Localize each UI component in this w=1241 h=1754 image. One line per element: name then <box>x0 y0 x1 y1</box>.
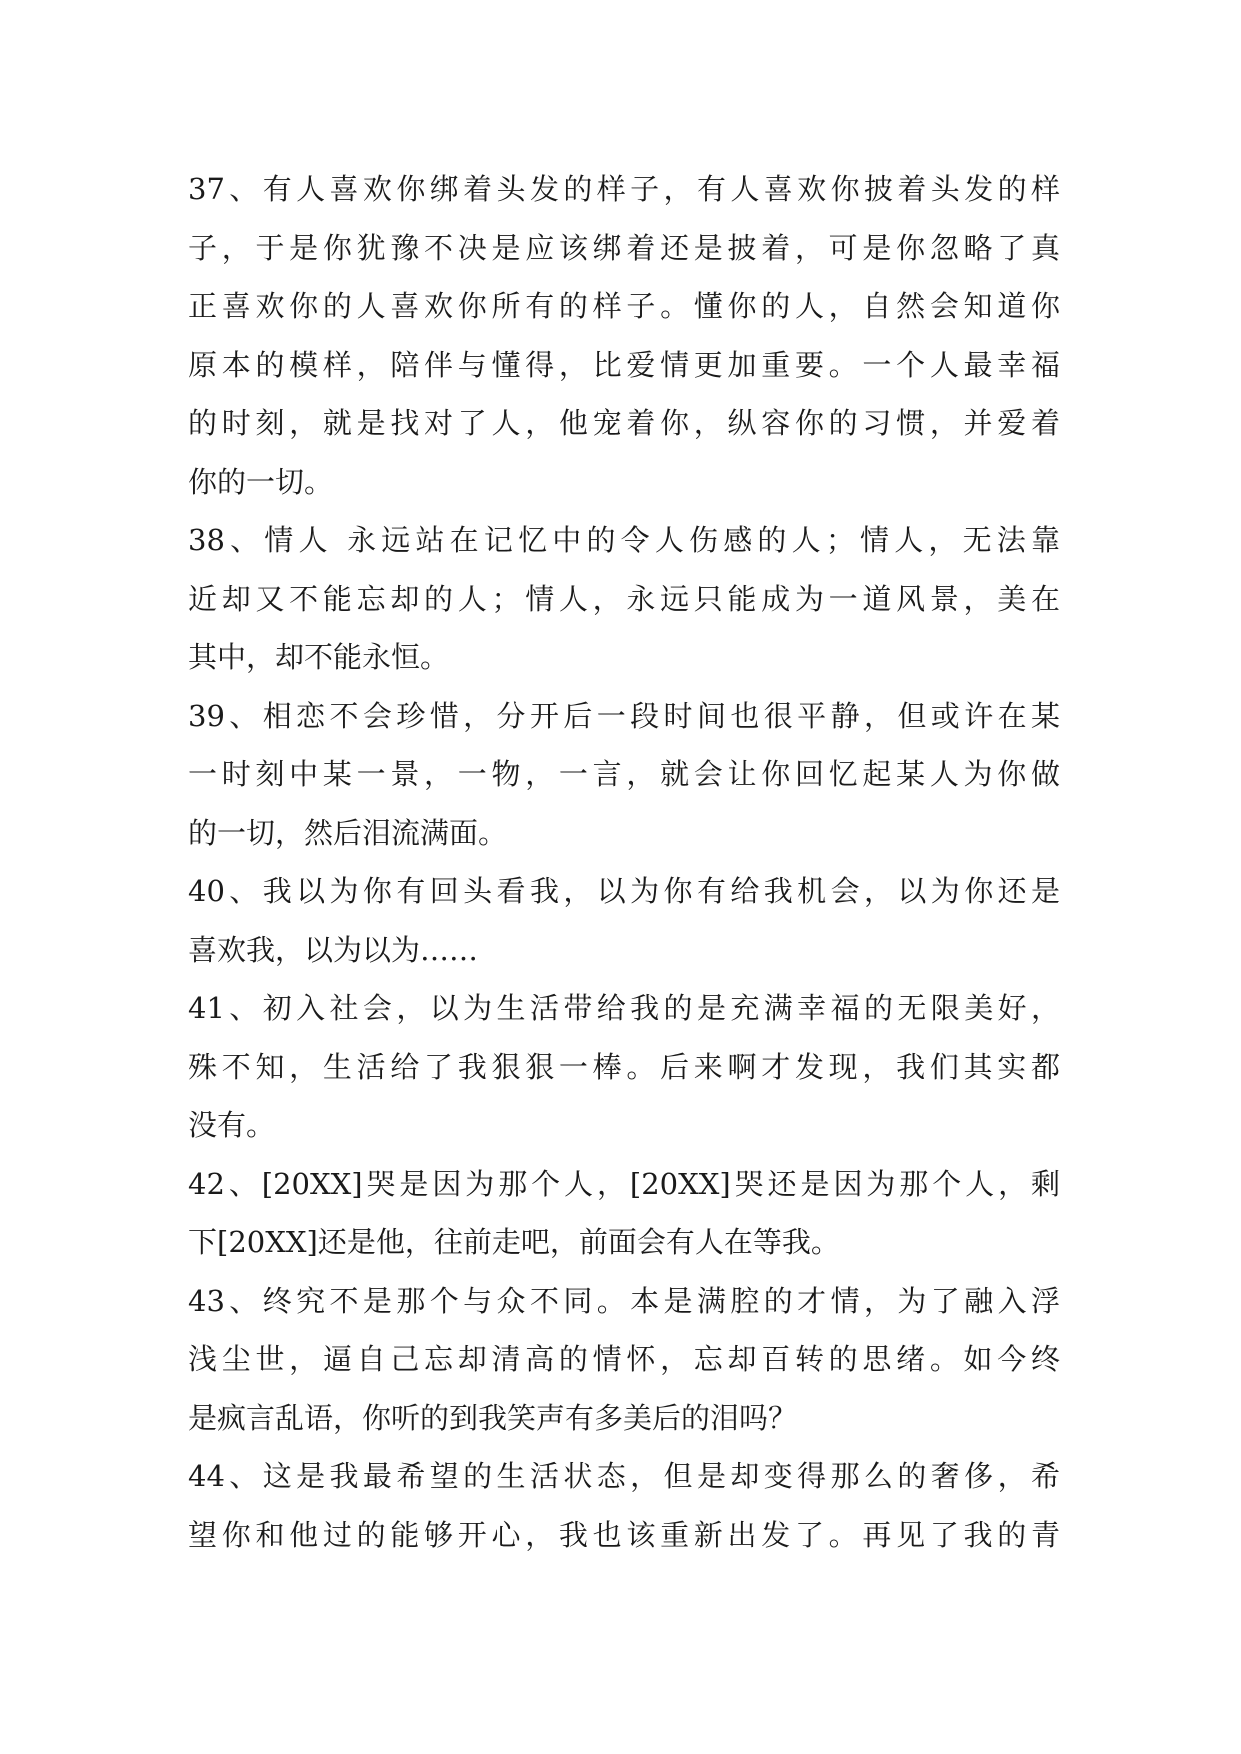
text-line: 的时刻，就是找对了人，他宠着你，纵容你的习惯，并爱着 <box>188 406 1060 440</box>
text-line: 原本的模样，陪伴与懂得，比爱情更加重要。一个人最幸福 <box>188 347 1060 382</box>
text-line: 37、有人喜欢你绑着头发的样子，有人喜欢你披着头发的样 <box>188 172 1060 206</box>
text-line: 的一切，然后泪流满面。 <box>188 815 508 850</box>
text-line: 40、我以为你有回头看我，以为你有给我机会，以为你还是 <box>188 874 1060 908</box>
text-line: 近却又不能忘却的人；情人，永远只能成为一道风景，美在 <box>188 581 1060 616</box>
text-line: 没有。 <box>188 1108 276 1142</box>
text-line: 一时刻中某一景，一物，一言，就会让你回忆起某人为你做 <box>188 757 1060 791</box>
text-line: 望你和他过的能够开心，我也该重新出发了。再见了我的青 <box>188 1517 1060 1552</box>
text-line: 39、相恋不会珍惜，分开后一段时间也很平静，但或许在某 <box>188 698 1060 733</box>
document-body <box>188 160 1060 1564</box>
text-line: 44、这是我最希望的生活状态，但是却变得那么的奢侈，希 <box>188 1459 1060 1493</box>
text-line: 下[20XX]还是他，往前走吧，前面会有人在等我。 <box>188 1225 840 1259</box>
text-line: 38、情人 永远站在记忆中的令人伤感的人；情人，无法靠 <box>188 523 1060 557</box>
text-line: 43、终究不是那个与众不同。本是满腔的才情，为了融入浮 <box>188 1283 1060 1318</box>
text-line: 子，于是你犹豫不决是应该绑着还是披着，可是你忽略了真 <box>188 230 1060 265</box>
text-line: 其中，却不能永恒。 <box>188 640 450 674</box>
text-line: 你的一切。 <box>188 464 334 499</box>
text-line: 浅尘世，逼自己忘却清高的情怀，忘却百转的思绪。如今终 <box>188 1342 1060 1376</box>
text-line: 喜欢我，以为以为…… <box>188 932 479 967</box>
text-line: 是疯言乱语，你听的到我笑声有多美后的泪吗？ <box>188 1400 798 1435</box>
text-line: 42、[20XX]哭是因为那个人，[20XX]哭还是因为那个人，剩 <box>188 1166 1060 1201</box>
text-line: 正喜欢你的人喜欢你所有的样子。懂你的人，自然会知道你 <box>188 289 1060 323</box>
text-line: 41、初入社会，以为生活带给我的是充满幸福的无限美好， <box>188 991 1060 1025</box>
text-line: 殊不知，生活给了我狠狠一棒。后来啊才发现，我们其实都 <box>188 1049 1060 1084</box>
